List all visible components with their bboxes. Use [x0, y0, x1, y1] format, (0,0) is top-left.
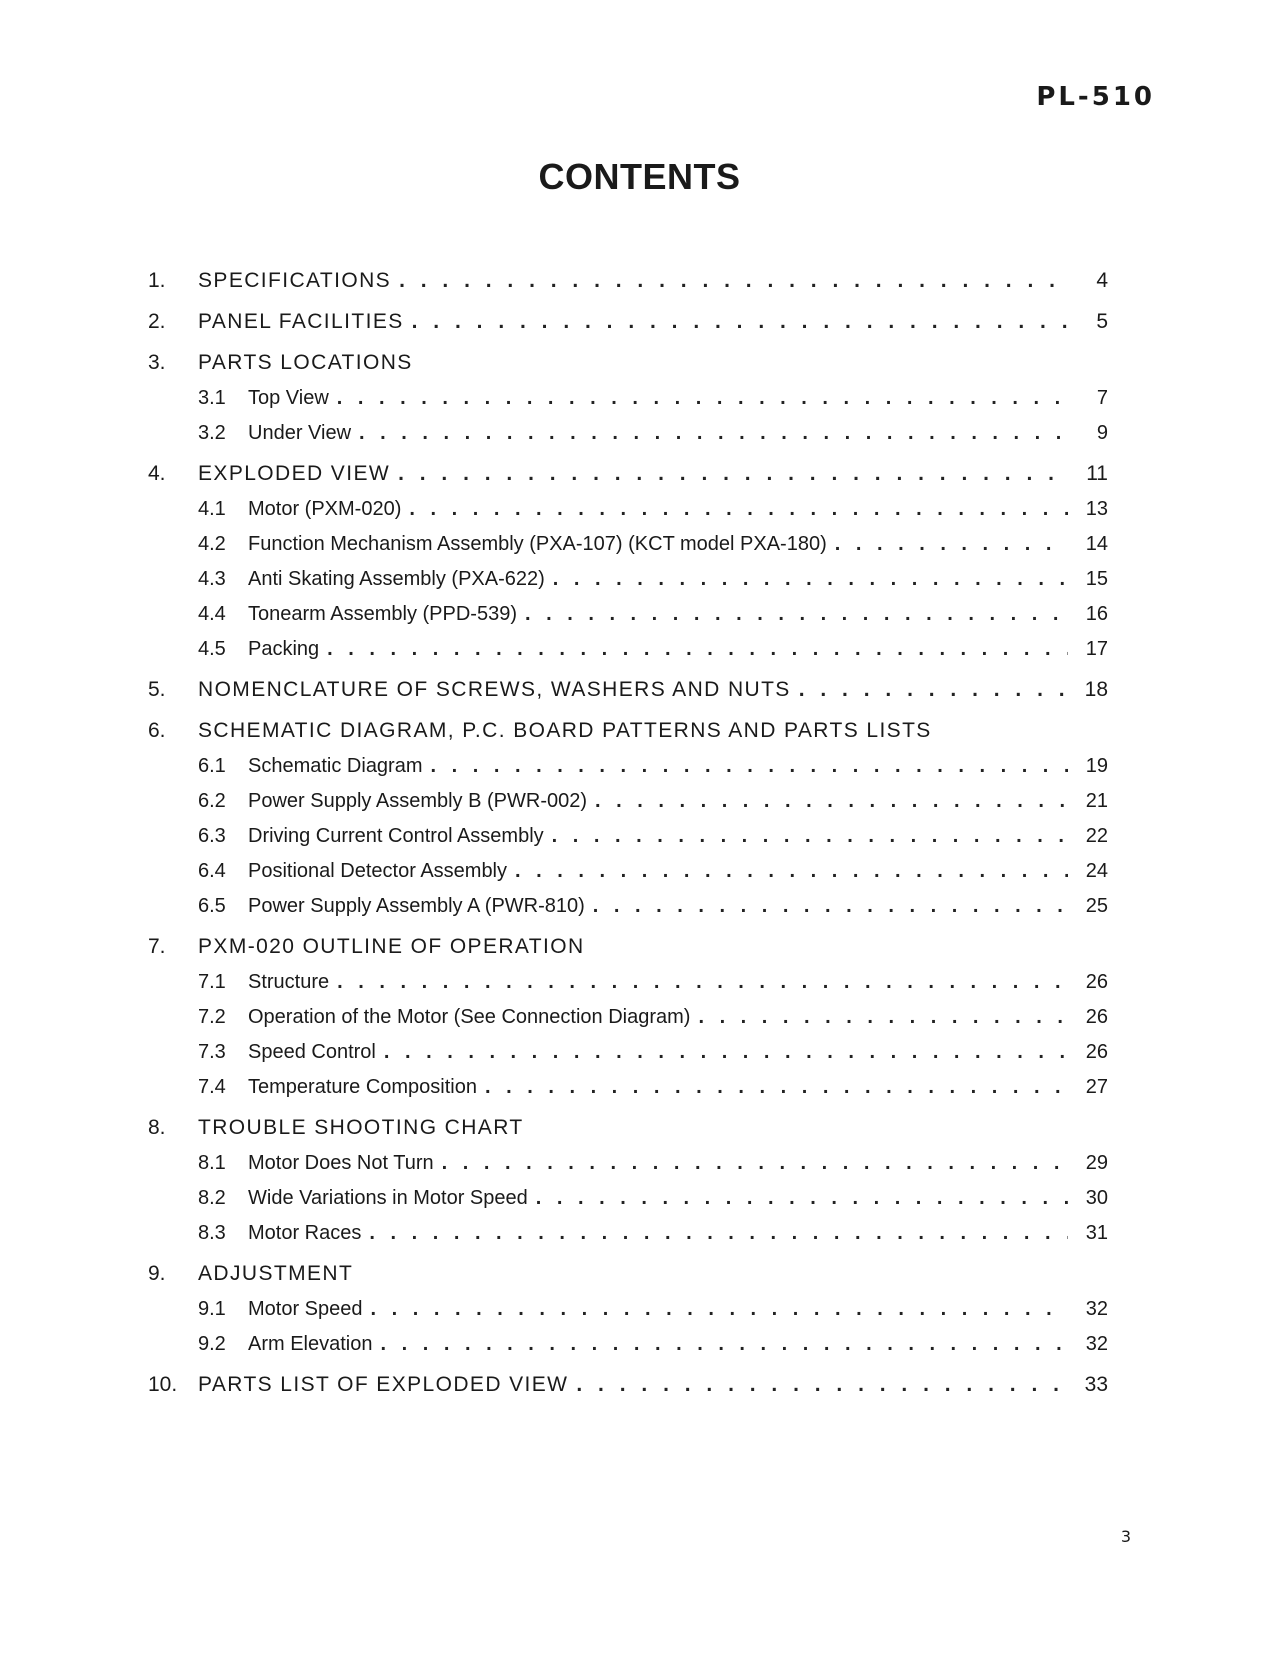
toc-subsection: [148, 1150, 1108, 1185]
dot-leader: [398, 462, 1068, 486]
section-number: 3.: [148, 351, 166, 374]
toc-subsection: [148, 1331, 1108, 1366]
subsection-number: 6.3: [198, 825, 226, 847]
section-entry: [198, 1116, 1108, 1140]
section-page: 33: [1084, 1373, 1108, 1396]
section-title: PARTS LOCATIONS: [198, 351, 413, 374]
dot-leader: [337, 971, 1068, 994]
toc-subsection: [148, 1185, 1108, 1220]
section-entry: [198, 462, 1108, 486]
dot-leader: [384, 1041, 1068, 1064]
subsection-number: 8.3: [198, 1222, 226, 1244]
subsection-page: 32: [1085, 1298, 1108, 1320]
subsection-page: 31: [1085, 1222, 1108, 1244]
dot-leader: [576, 1373, 1068, 1397]
subsection-number: 6.5: [198, 895, 226, 917]
subsection-title: Structure: [248, 971, 330, 993]
subsection-entry: [248, 603, 1108, 626]
subsection-entry: [248, 971, 1108, 994]
subsection-number: 9.1: [198, 1298, 226, 1320]
subsection-entry: [248, 387, 1108, 410]
toc-section: [148, 1366, 1108, 1407]
dot-leader: [442, 1152, 1068, 1175]
subsection-page: 26: [1085, 1006, 1108, 1028]
subsection-number: 7.1: [198, 971, 226, 993]
dot-leader: [698, 1006, 1068, 1029]
section-title: PANEL FACILITIES: [198, 310, 404, 333]
dot-leader: [593, 895, 1068, 918]
dot-leader: [595, 790, 1068, 813]
section-title: SCHEMATIC DIAGRAM, P.C. BOARD PATTERNS AND PARTS LISTS: [198, 719, 932, 742]
dot-leader: [371, 1298, 1068, 1321]
section-title: ADJUSTMENT: [198, 1262, 354, 1285]
subsection-title: Under View: [248, 422, 352, 444]
toc-section: [148, 303, 1108, 344]
dot-leader: [327, 638, 1068, 661]
subsection-number: 7.4: [198, 1076, 226, 1098]
table-of-contents: [148, 262, 1108, 1407]
toc-subsection: [148, 788, 1108, 823]
section-number: 5.: [148, 678, 166, 701]
subsection-number: 7.2: [198, 1006, 226, 1028]
subsection-page: 16: [1085, 603, 1108, 625]
subsection-page: 32: [1085, 1333, 1108, 1355]
subsection-page: 19: [1085, 755, 1108, 777]
subsection-page: 22: [1085, 825, 1108, 847]
subsection-title: Speed Control: [248, 1041, 376, 1063]
dot-leader: [525, 603, 1068, 626]
dot-leader: [337, 387, 1068, 410]
subsection-page: 27: [1085, 1076, 1108, 1098]
dot-leader: [409, 498, 1068, 521]
subsection-page: 26: [1085, 1041, 1108, 1063]
dot-leader: [399, 269, 1068, 293]
subsection-page: 17: [1085, 638, 1108, 660]
subsection-number: 8.2: [198, 1187, 226, 1209]
toc-section: [148, 455, 1108, 496]
toc-subsection: [148, 1296, 1108, 1331]
subsection-entry: [248, 790, 1108, 813]
subsection-entry: [248, 1152, 1108, 1175]
subsection-number: 4.1: [198, 498, 226, 520]
section-title: SPECIFICATIONS: [198, 269, 392, 292]
subsection-title: Temperature Composition: [248, 1076, 477, 1098]
toc-subsection: [148, 531, 1108, 566]
subsection-entry: [248, 825, 1108, 848]
subsection-entry: [248, 1298, 1108, 1321]
subsection-number: 3.1: [198, 387, 226, 409]
toc-section: [148, 671, 1108, 712]
section-entry: [198, 935, 1108, 959]
subsection-title: Anti Skating Assembly (PXA-622): [248, 568, 545, 590]
subsection-title: Positional Detector Assembly: [248, 860, 508, 882]
section-page: 5: [1096, 310, 1108, 333]
section-number: 2.: [148, 310, 166, 333]
section-entry: [198, 351, 1108, 375]
section-entry: [198, 719, 1108, 743]
toc-subsection: [148, 1220, 1108, 1255]
subsection-title: Wide Variations in Motor Speed: [248, 1187, 528, 1209]
dot-leader: [359, 422, 1068, 445]
toc-subsection: [148, 1074, 1108, 1109]
section-page: 18: [1084, 678, 1108, 701]
toc-subsection: [148, 858, 1108, 893]
dot-leader: [553, 568, 1068, 591]
section-number: 1.: [148, 269, 166, 292]
subsection-title: Driving Current Control Assembly: [248, 825, 544, 847]
subsection-title: Motor Does Not Turn: [248, 1152, 434, 1174]
section-number: 10.: [148, 1373, 178, 1396]
subsection-title: Packing: [248, 638, 320, 660]
subsection-entry: [248, 568, 1108, 591]
subsection-page: 13: [1085, 498, 1108, 520]
subsection-title: Schematic Diagram: [248, 755, 423, 777]
dot-leader: [485, 1076, 1068, 1099]
subsection-entry: [248, 1076, 1108, 1099]
section-entry: [198, 310, 1108, 334]
subsection-page: 9: [1096, 422, 1108, 444]
toc-subsection: [148, 753, 1108, 788]
subsection-entry: [248, 1333, 1108, 1356]
subsection-page: 7: [1096, 387, 1108, 409]
dot-leader: [835, 533, 1068, 556]
subsection-entry: [248, 498, 1108, 521]
toc-section: [148, 1109, 1108, 1150]
subsection-title: Tonearm Assembly (PPD-539): [248, 603, 517, 625]
subsection-entry: [248, 1222, 1108, 1245]
subsection-page: 25: [1085, 895, 1108, 917]
subsection-entry: [248, 422, 1108, 445]
subsection-number: 4.2: [198, 533, 226, 555]
toc-section: [148, 928, 1108, 969]
subsection-number: 4.4: [198, 603, 226, 625]
subsection-entry: [248, 1041, 1108, 1064]
subsection-number: 4.3: [198, 568, 226, 590]
dot-leader: [799, 678, 1068, 702]
toc-section: [148, 712, 1108, 753]
section-number: 8.: [148, 1116, 166, 1139]
section-number: 6.: [148, 719, 166, 742]
toc-subsection: [148, 969, 1108, 1004]
subsection-number: 6.2: [198, 790, 226, 812]
subsection-number: 8.1: [198, 1152, 226, 1174]
model-number: PL-510: [1036, 82, 1155, 112]
dot-leader: [515, 860, 1068, 883]
toc-subsection: [148, 601, 1108, 636]
dot-leader: [552, 825, 1068, 848]
subsection-entry: [248, 638, 1108, 661]
subsection-page: 15: [1085, 568, 1108, 590]
subsection-title: Power Supply Assembly A (PWR-810): [248, 895, 585, 917]
subsection-entry: [248, 895, 1108, 918]
subsection-title: Function Mechanism Assembly (PXA-107) (KCT model PXA-180): [248, 533, 827, 555]
section-title: PARTS LIST OF EXPLODED VIEW: [198, 1373, 569, 1396]
dot-leader: [369, 1222, 1068, 1245]
dot-leader: [412, 310, 1068, 334]
toc-section: [148, 1255, 1108, 1296]
section-entry: [198, 1262, 1108, 1286]
section-entry: [198, 678, 1108, 702]
subsection-entry: [248, 860, 1108, 883]
page-title: CONTENTS: [538, 156, 741, 197]
toc-subsection: [148, 893, 1108, 928]
toc-subsection: [148, 566, 1108, 601]
section-page: 4: [1096, 269, 1108, 292]
subsection-entry: [248, 1187, 1108, 1210]
section-title: TROUBLE SHOOTING CHART: [198, 1116, 524, 1139]
toc-section: [148, 344, 1108, 385]
page-number: 3: [1120, 1527, 1131, 1546]
subsection-title: Motor Speed: [248, 1298, 363, 1320]
dot-leader: [381, 1333, 1069, 1356]
subsection-page: 29: [1085, 1152, 1108, 1174]
subsection-number: 4.5: [198, 638, 226, 660]
section-title: EXPLODED VIEW: [198, 462, 391, 485]
subsection-number: 7.3: [198, 1041, 226, 1063]
toc-subsection: [148, 823, 1108, 858]
subsection-title: Top View: [248, 387, 329, 409]
subsection-title: Power Supply Assembly B (PWR-002): [248, 790, 588, 812]
subsection-page: 30: [1085, 1187, 1108, 1209]
section-title: NOMENCLATURE OF SCREWS, WASHERS AND NUTS: [198, 678, 791, 701]
section-entry: [198, 269, 1108, 293]
subsection-entry: [248, 755, 1108, 778]
section-number: 4.: [148, 462, 166, 485]
toc-subsection: [148, 636, 1108, 671]
section-title: PXM-020 OUTLINE OF OPERATION: [198, 935, 585, 958]
subsection-title: Motor Races: [248, 1222, 362, 1244]
subsection-page: 24: [1085, 860, 1108, 882]
subsection-number: 6.1: [198, 755, 226, 777]
section-number: 9.: [148, 1262, 166, 1285]
subsection-number: 6.4: [198, 860, 226, 882]
toc-subsection: [148, 420, 1108, 455]
toc-subsection: [148, 1039, 1108, 1074]
toc-section: [148, 262, 1108, 303]
section-number: 7.: [148, 935, 166, 958]
subsection-page: 26: [1085, 971, 1108, 993]
section-entry: [198, 1373, 1108, 1397]
dot-leader: [536, 1187, 1068, 1210]
subsection-entry: [248, 1006, 1108, 1029]
subsection-page: 14: [1085, 533, 1108, 555]
subsection-page: 21: [1085, 790, 1108, 812]
toc-subsection: [148, 385, 1108, 420]
subsection-title: Arm Elevation: [248, 1333, 373, 1355]
subsection-title: Motor (PXM-020): [248, 498, 402, 520]
section-page: 11: [1086, 462, 1108, 485]
subsection-title: Operation of the Motor (See Connection Diagram): [248, 1006, 691, 1028]
dot-leader: [431, 755, 1068, 778]
subsection-number: 3.2: [198, 422, 226, 444]
toc-subsection: [148, 1004, 1108, 1039]
subsection-entry: [248, 533, 1108, 556]
toc-subsection: [148, 496, 1108, 531]
subsection-number: 9.2: [198, 1333, 226, 1355]
